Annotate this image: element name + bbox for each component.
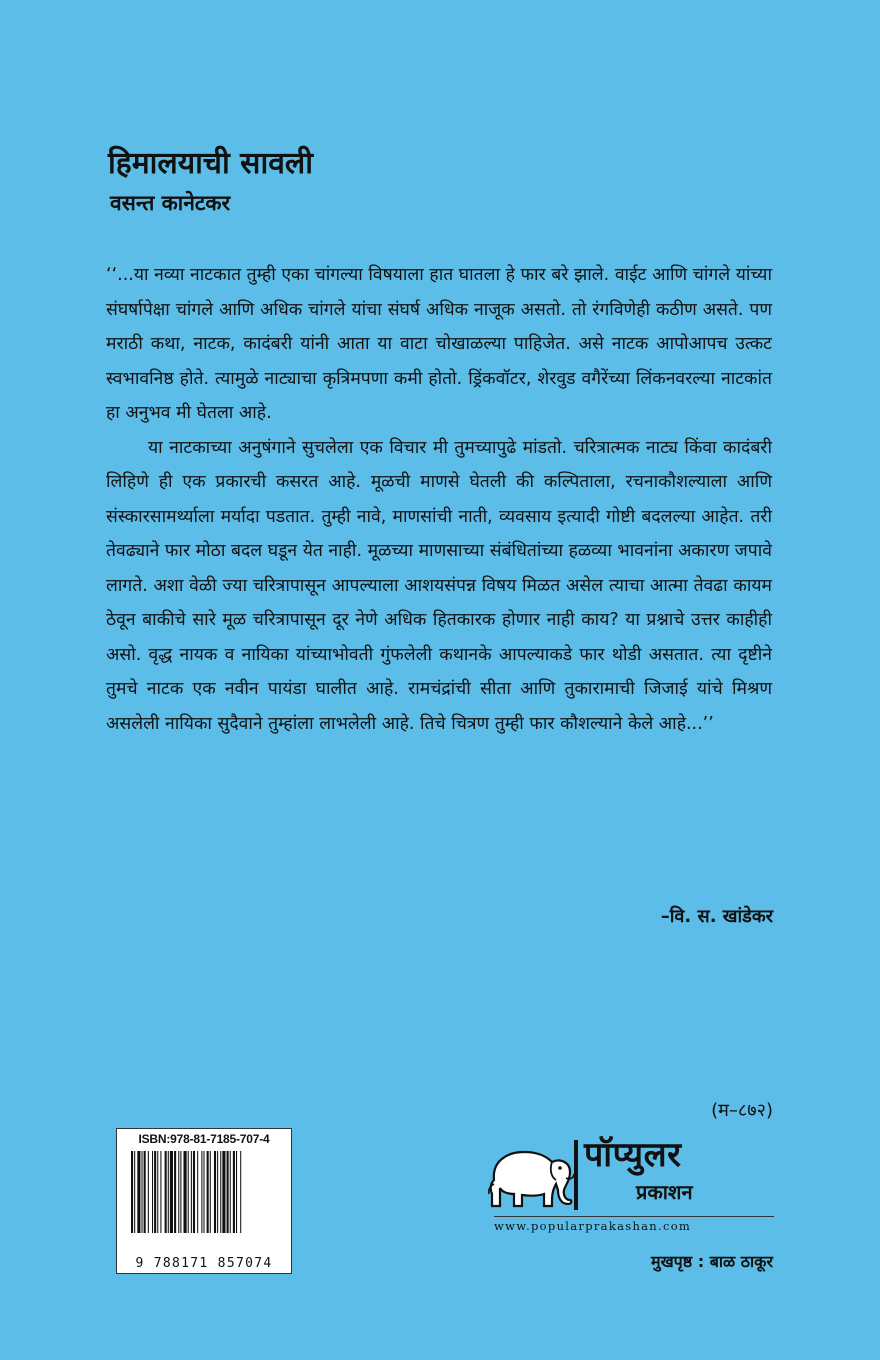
isbn-barcode [116,1128,292,1274]
blurb-paragraph: या नाटकाच्या अनुषंगाने सुचलेला एक विचार मी तुमच्यापुढे मांडतो. चरित्रात्मक नाट्य किंवा कादंबरी लिहिणे ही एक प्रकारची कसरत आहे. मूळची माणसे घेतली की कल्पिताला, रचनाकौशल्याला आणि संस्कारसामर्थ्याला मर्यादा पडतात. तुम्ही नावे, माणसांची नाती, व्यवसाय इत्यादी गोष्टी बदलल्या आहेत. तरी तेवढ्याने फार मोठा बदल घडून येत नाही. मूळच्या माणसाच्या संबंधितांच्या हळव्या भावनांना अकारण जपावे लागते. अशा वेळी ज्या चरित्रापासून आपल्याला आशयसंपन्न विषय मिळत असेल त्याचा आत्मा तेवढा कायम ठेवून बाकीचे सारे मूळ चरित्रापासून दूर नेणे अधिक हितकारक होणार नाही काय? या प्रश्नाचे उत्तर काहीही असो. वृद्ध नायक व नायिका यांच्याभोवती गुंफलेली कथानके आपल्याकडे फार थोडी असतात. त्या दृष्टीने तुमचे नाटक एक नवीन पायंडा घालीत आहे. रामचंद्रांची सीता आणि तुकारामाची जिजाई यांचे मिश्रण असलेली नायिका सुदैवाने तुम्हांला लाभलेली आहे. तिचे चित्रण तुम्ही फार कौशल्याने केले आहे...’’ [106,437,772,734]
publisher-name: पॉप्युलर [584,1135,682,1175]
barcode-digits: 9 788171 857074 [135,1256,273,1271]
catalog-code: (म–८७२) [711,1100,773,1121]
book-title: हिमालयाची सावली [108,146,314,181]
blurb-paragraph: ‘‘...या नव्या नाटकात तुम्ही एका चांगल्या विषयाला हात घातला हे फार बरे झाले. वाईट आणि चांगले यांच्या संघर्षापेक्षा चांगले आणि अधिक चांगले यांचा संघर्ष अधिक नाजूक असतो. तो रंगविणेही कठीण असते. पण मराठी कथा, नाटक, कादंबरी यांनी आता या वाटा चोखाळल्या पाहिजेत. असे नाटक आपोआपच उत्कट स्वभावनिष्ठ होते. त्यामुळे नाट्याचा कृत्रिमपणा कमी होतो. ड्रिंकवॉटर, शेरवुड वगैरेंच्या लिंकनवरल्या नाटकांत हा अनुभव मी घेतला आहे. [106,265,772,423]
elephant-icon [486,1140,576,1210]
publisher-subname: प्रकाशन [636,1180,693,1204]
cover-credit: मुखपृष्ठ : बाळ ठाकूर [651,1252,773,1271]
blurb-signature: –वि. स. खांडेकर [660,906,773,927]
blurb-text [106,258,772,741]
publisher-logo [486,1134,776,1212]
publisher-url[interactable]: www.popularprakashan.com [494,1216,774,1233]
barcode-icon [127,1149,283,1253]
logo-divider [574,1140,578,1210]
isbn-label: ISBN:978-81-7185-707-4 [138,1132,270,1146]
book-author: वसन्त कानेटकर [110,191,231,215]
